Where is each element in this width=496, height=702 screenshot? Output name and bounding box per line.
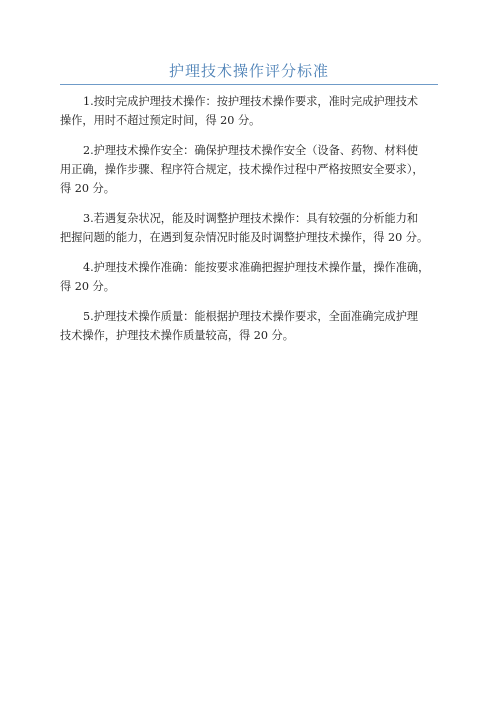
paragraph-line: 2.护理技术操作安全：确保护理技术操作安全（设备、药物、材料使 — [83, 144, 419, 157]
paragraph-line: 技术操作，护理技术操作质量较高，得 20 分。 — [60, 329, 294, 342]
paragraph-line: 4.护理技术操作准确：能按要求准确把握护理技术操作量，操作准确， — [83, 261, 430, 274]
paragraph-line: 用正确，操作步骤、程序符合规定，技术操作过程中严格按照安全要求）， — [60, 163, 424, 176]
title-divider — [60, 84, 438, 85]
paragraph-line: 得 20 分。 — [60, 280, 115, 293]
paragraph-line: 把握问题的能力，在遇到复杂情况时能及时调整护理技术操作，得 20 分。 — [60, 231, 429, 244]
paragraph-line: 操作，用时不超过预定时间，得 20 分。 — [60, 114, 261, 127]
paragraph-line: 1.按时完成护理技术操作：按护理技术操作要求，准时完成护理技术 — [83, 95, 419, 108]
paragraph-4 — [60, 258, 438, 296]
paragraph-line: 3.若遇复杂状况，能及时调整护理技术操作：具有较强的分析能力和 — [83, 212, 419, 225]
paragraph-1 — [60, 92, 438, 130]
document-body — [60, 92, 438, 356]
paragraph-line: 得 20 分。 — [60, 182, 115, 195]
paragraph-3 — [60, 209, 438, 247]
paragraph-2 — [60, 141, 438, 198]
paragraph-5 — [60, 307, 438, 345]
document-title: 护理技术操作评分标准 — [168, 62, 329, 80]
paragraph-line: 5.护理技术操作质量：能根据护理技术操作要求，全面准确完成护理 — [83, 310, 419, 323]
